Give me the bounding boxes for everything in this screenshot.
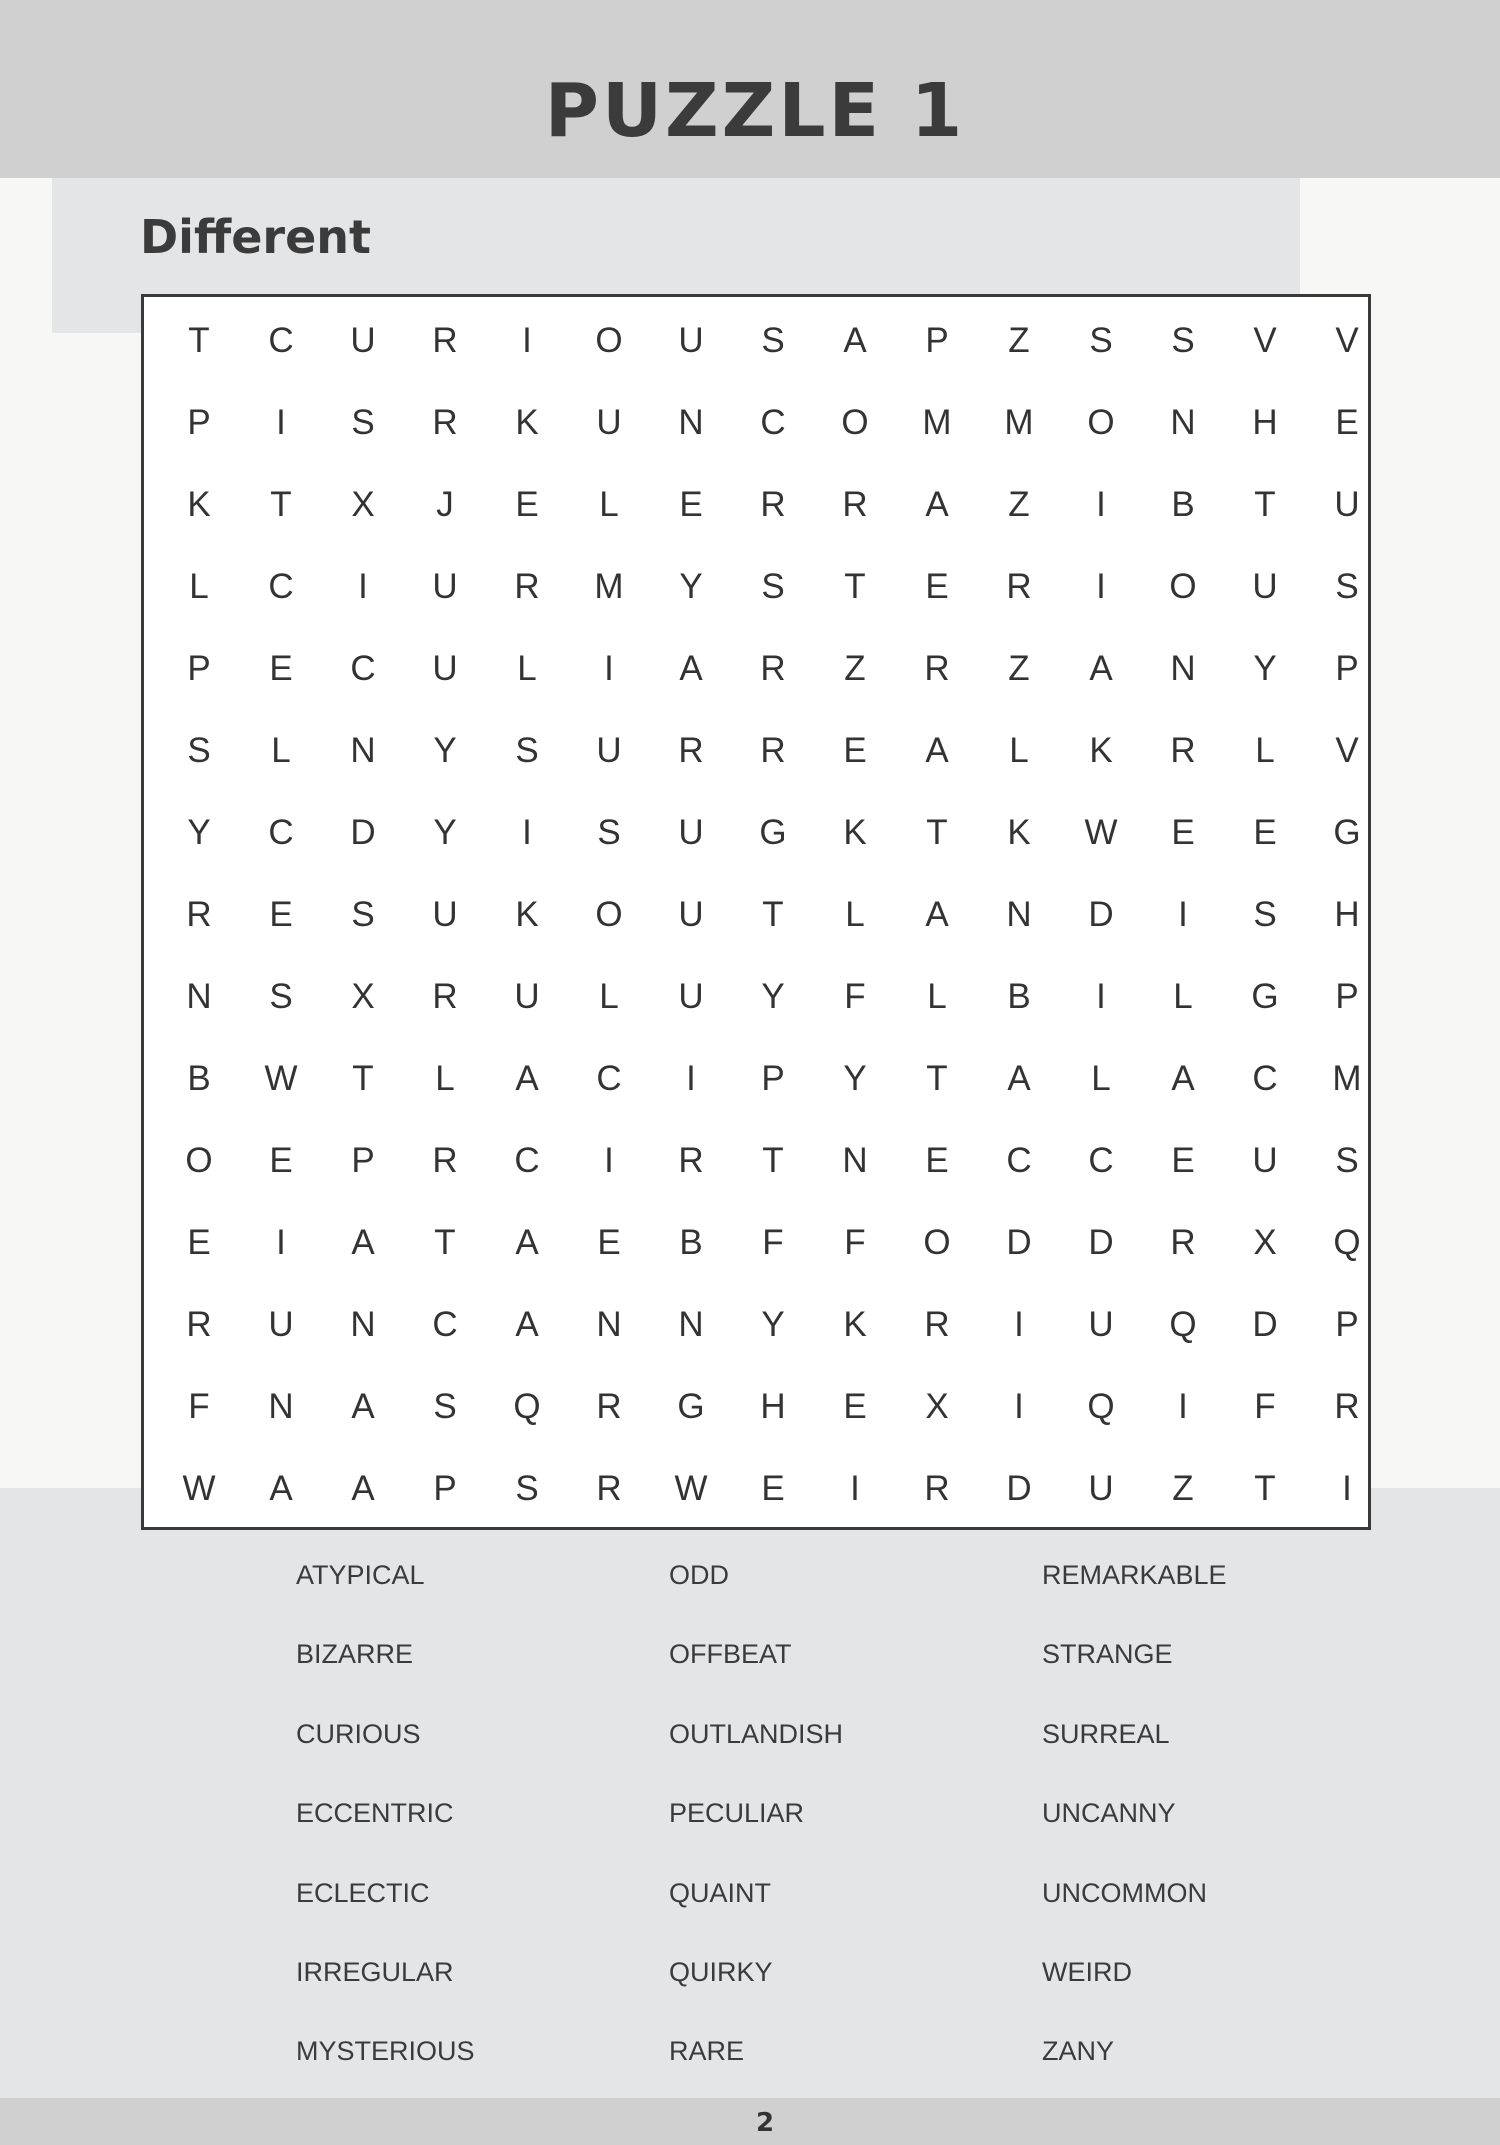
- grid-letter[interactable]: W: [264, 1059, 298, 1098]
- grid-letter[interactable]: Z: [1008, 321, 1030, 360]
- grid-letter[interactable]: A: [925, 731, 949, 770]
- grid-letter[interactable]: E: [679, 485, 703, 524]
- grid-letter[interactable]: R: [678, 1141, 704, 1180]
- grid-letter[interactable]: E: [1171, 813, 1195, 852]
- grid-letter[interactable]: C: [596, 1059, 622, 1098]
- grid-letter[interactable]: T: [1254, 485, 1276, 524]
- grid-letter[interactable]: K: [1007, 813, 1031, 852]
- grid-letter[interactable]: K: [843, 1305, 867, 1344]
- grid-letter[interactable]: A: [515, 1059, 539, 1098]
- grid-letter[interactable]: K: [843, 813, 867, 852]
- grid-letter[interactable]: U: [1252, 1141, 1278, 1180]
- grid-letter[interactable]: P: [1335, 977, 1359, 1016]
- grid-letter[interactable]: I: [1178, 895, 1188, 934]
- grid-letter[interactable]: O: [595, 321, 623, 360]
- grid-letter[interactable]: G: [1333, 813, 1361, 852]
- grid-letter[interactable]: M: [594, 567, 624, 606]
- grid-letter[interactable]: R: [186, 895, 212, 934]
- grid-letter[interactable]: T: [1254, 1469, 1276, 1508]
- page-title: PUZZLE 1: [544, 68, 966, 154]
- grid-letter[interactable]: Z: [844, 649, 866, 688]
- grid-letter[interactable]: Y: [761, 977, 785, 1016]
- grid-letter[interactable]: U: [596, 731, 622, 770]
- grid-letter[interactable]: W: [674, 1469, 708, 1508]
- grid-letter[interactable]: O: [1087, 403, 1115, 442]
- grid-letter[interactable]: M: [1004, 403, 1034, 442]
- grid-letter[interactable]: T: [434, 1223, 456, 1262]
- grid-letter[interactable]: S: [1335, 567, 1359, 606]
- grid-letter[interactable]: B: [187, 1059, 211, 1098]
- grid-letter[interactable]: I: [604, 649, 614, 688]
- grid-letter[interactable]: C: [1252, 1059, 1278, 1098]
- grid-letter[interactable]: Q: [513, 1387, 541, 1426]
- grid-letter[interactable]: F: [1254, 1387, 1276, 1426]
- grid-letter[interactable]: T: [926, 813, 948, 852]
- grid-letter[interactable]: U: [596, 403, 622, 442]
- grid-letter[interactable]: T: [188, 321, 210, 360]
- grid-letter[interactable]: U: [678, 321, 704, 360]
- grid-letter[interactable]: W: [182, 1469, 216, 1508]
- grid-letter[interactable]: E: [925, 1141, 949, 1180]
- grid-letter[interactable]: U: [1252, 567, 1278, 606]
- grid-letter[interactable]: A: [925, 895, 949, 934]
- grid-letter[interactable]: I: [276, 1223, 286, 1262]
- grid-letter[interactable]: O: [185, 1141, 213, 1180]
- grid-letter[interactable]: L: [435, 1059, 455, 1098]
- word-list-item: QUAINT: [669, 1877, 772, 1908]
- grid-letter[interactable]: T: [762, 1141, 784, 1180]
- grid-letter[interactable]: E: [269, 649, 293, 688]
- grid-letter[interactable]: E: [269, 895, 293, 934]
- grid-letter[interactable]: S: [1171, 321, 1195, 360]
- word-list: [296, 1553, 1396, 2109]
- grid-letter[interactable]: S: [187, 731, 211, 770]
- grid-letter[interactable]: D: [1006, 1469, 1032, 1508]
- grid-letter[interactable]: N: [350, 731, 376, 770]
- grid-letter[interactable]: I: [1096, 567, 1106, 606]
- grid-letter[interactable]: F: [188, 1387, 210, 1426]
- grid-letter[interactable]: U: [1334, 485, 1360, 524]
- grid-letter[interactable]: B: [1007, 977, 1031, 1016]
- grid-letter[interactable]: V: [1335, 731, 1359, 770]
- word-list-item: PECULIAR: [669, 1798, 805, 1829]
- grid-letter[interactable]: Y: [843, 1059, 867, 1098]
- grid-letter[interactable]: L: [517, 649, 537, 688]
- grid-letter[interactable]: U: [678, 895, 704, 934]
- grid-letter[interactable]: O: [1169, 567, 1197, 606]
- grid-letter[interactable]: A: [269, 1469, 293, 1508]
- grid-letter[interactable]: E: [843, 731, 867, 770]
- grid-letter[interactable]: T: [762, 895, 784, 934]
- word-list-item: ODD: [669, 1560, 729, 1590]
- grid-letter[interactable]: R: [432, 321, 458, 360]
- grid-letter[interactable]: C: [514, 1141, 540, 1180]
- grid-letter[interactable]: S: [1335, 1141, 1359, 1180]
- grid-letter[interactable]: T: [844, 567, 866, 606]
- grid-letter[interactable]: H: [1334, 895, 1360, 934]
- word-list-item: ECLECTIC: [296, 1877, 430, 1908]
- grid-letter[interactable]: Y: [679, 567, 703, 606]
- grid-letter[interactable]: N: [678, 403, 704, 442]
- grid-letter[interactable]: O: [841, 403, 869, 442]
- grid-letter[interactable]: E: [761, 1469, 785, 1508]
- grid-letter[interactable]: Z: [1008, 485, 1030, 524]
- grid-letter[interactable]: R: [432, 1141, 458, 1180]
- grid-letter[interactable]: E: [925, 567, 949, 606]
- grid-letter[interactable]: L: [1255, 731, 1275, 770]
- grid-letter[interactable]: B: [1171, 485, 1195, 524]
- grid-letter[interactable]: L: [1173, 977, 1193, 1016]
- grid-letter[interactable]: U: [678, 977, 704, 1016]
- grid-letter[interactable]: G: [677, 1387, 705, 1426]
- word-list-item: STRANGE: [1042, 1639, 1173, 1670]
- grid-letter[interactable]: G: [1251, 977, 1279, 1016]
- grid-letter[interactable]: P: [187, 403, 211, 442]
- page-number: 2: [755, 2108, 775, 2138]
- grid-letter[interactable]: Z: [1172, 1469, 1194, 1508]
- grid-letter[interactable]: T: [270, 485, 292, 524]
- grid-letter[interactable]: I: [1014, 1305, 1024, 1344]
- grid-letter[interactable]: O: [595, 895, 623, 934]
- grid-letter[interactable]: A: [925, 485, 949, 524]
- grid-letter[interactable]: N: [842, 1141, 868, 1180]
- grid-letter[interactable]: R: [1170, 1223, 1196, 1262]
- word-list-item: ATYPICAL: [296, 1560, 425, 1590]
- grid-letter[interactable]: N: [678, 1305, 704, 1344]
- grid-letter[interactable]: R: [1334, 1387, 1360, 1426]
- word-list-item: REMARKABLE: [1042, 1560, 1227, 1590]
- word-search-grid: [141, 294, 1371, 1530]
- word-list-item: SURREAL: [1042, 1718, 1170, 1749]
- grid-letter[interactable]: C: [268, 321, 294, 360]
- word-list-item: RARE: [669, 2036, 745, 2067]
- grid-letter[interactable]: I: [604, 1141, 614, 1180]
- word-list-item: OFFBEAT: [669, 1639, 792, 1670]
- grid-letter[interactable]: U: [514, 977, 540, 1016]
- grid-letter[interactable]: A: [1089, 649, 1113, 688]
- grid-letter[interactable]: Y: [433, 731, 457, 770]
- grid-letter[interactable]: H: [760, 1387, 786, 1426]
- grid-letter[interactable]: R: [760, 649, 786, 688]
- grid-letter[interactable]: R: [678, 731, 704, 770]
- grid-letter[interactable]: P: [1335, 1305, 1359, 1344]
- grid-letter[interactable]: S: [351, 403, 375, 442]
- grid-letter[interactable]: E: [1171, 1141, 1195, 1180]
- grid-letter[interactable]: L: [845, 895, 865, 934]
- grid-letter[interactable]: T: [352, 1059, 374, 1098]
- grid-letter[interactable]: C: [760, 403, 786, 442]
- grid-letter[interactable]: I: [1096, 977, 1106, 1016]
- grid-letter[interactable]: C: [1088, 1141, 1114, 1180]
- grid-letter[interactable]: W: [1084, 813, 1118, 852]
- grid-letter[interactable]: A: [679, 649, 703, 688]
- word-list-item: OUTLANDISH: [669, 1718, 844, 1749]
- grid-letter[interactable]: K: [515, 403, 539, 442]
- grid-letter[interactable]: S: [433, 1387, 457, 1426]
- grid-letter[interactable]: U: [432, 895, 458, 934]
- grid-letter[interactable]: R: [1006, 567, 1032, 606]
- grid-letter[interactable]: N: [1170, 403, 1196, 442]
- grid-letter[interactable]: D: [1006, 1223, 1032, 1262]
- grid-letter[interactable]: R: [760, 731, 786, 770]
- grid-letter[interactable]: L: [927, 977, 947, 1016]
- grid-letter[interactable]: A: [515, 1305, 539, 1344]
- grid-letter[interactable]: S: [269, 977, 293, 1016]
- grid-letter[interactable]: D: [1252, 1305, 1278, 1344]
- grid-letter[interactable]: R: [432, 977, 458, 1016]
- grid-letter[interactable]: L: [189, 567, 209, 606]
- grid-letter[interactable]: A: [515, 1223, 539, 1262]
- grid-letter[interactable]: I: [276, 403, 286, 442]
- grid-letter[interactable]: K: [515, 895, 539, 934]
- grid-letter[interactable]: H: [1252, 403, 1278, 442]
- grid-letter[interactable]: V: [1253, 321, 1277, 360]
- grid-letter[interactable]: U: [432, 567, 458, 606]
- grid-letter[interactable]: U: [350, 321, 376, 360]
- grid-letter[interactable]: C: [432, 1305, 458, 1344]
- grid-letter[interactable]: A: [351, 1469, 375, 1508]
- grid-letter[interactable]: K: [187, 485, 211, 524]
- grid-letter[interactable]: U: [678, 813, 704, 852]
- grid-letter[interactable]: I: [1096, 485, 1106, 524]
- grid-letter[interactable]: P: [351, 1141, 375, 1180]
- grid-letter[interactable]: C: [268, 813, 294, 852]
- grid-letter[interactable]: D: [350, 813, 376, 852]
- grid-letter[interactable]: Y: [187, 813, 211, 852]
- grid-letter[interactable]: U: [1088, 1305, 1114, 1344]
- grid-letter[interactable]: I: [522, 813, 532, 852]
- grid-letter[interactable]: R: [924, 1305, 950, 1344]
- grid-letter[interactable]: E: [269, 1141, 293, 1180]
- grid-letter[interactable]: E: [1253, 813, 1277, 852]
- grid-letter[interactable]: Z: [1008, 649, 1030, 688]
- grid-letter[interactable]: U: [1088, 1469, 1114, 1508]
- grid-letter[interactable]: P: [925, 321, 949, 360]
- word-list-item: CURIOUS: [296, 1718, 421, 1749]
- grid-letter[interactable]: T: [926, 1059, 948, 1098]
- grid-letter[interactable]: C: [1006, 1141, 1032, 1180]
- grid-letter[interactable]: A: [351, 1223, 375, 1262]
- word-list-item: WEIRD: [1042, 1956, 1132, 1987]
- grid-letter[interactable]: I: [686, 1059, 696, 1098]
- grid-letter[interactable]: X: [351, 977, 375, 1016]
- grid-letter[interactable]: E: [843, 1387, 867, 1426]
- grid-letter[interactable]: A: [1171, 1059, 1195, 1098]
- grid-letter[interactable]: R: [596, 1469, 622, 1508]
- letter-grid: [144, 297, 1368, 1527]
- grid-letter[interactable]: P: [187, 649, 211, 688]
- grid-letter[interactable]: I: [522, 321, 532, 360]
- word-list-item: UNCANNY: [1042, 1798, 1176, 1829]
- grid-letter[interactable]: A: [351, 1387, 375, 1426]
- grid-letter[interactable]: Q: [1169, 1305, 1197, 1344]
- grid-letter[interactable]: Y: [761, 1305, 785, 1344]
- grid-letter[interactable]: N: [186, 977, 212, 1016]
- word-list-item: QUIRKY: [669, 1956, 773, 1987]
- grid-letter[interactable]: R: [596, 1387, 622, 1426]
- grid-letter[interactable]: O: [923, 1223, 951, 1262]
- grid-letter[interactable]: S: [515, 1469, 539, 1508]
- grid-letter[interactable]: L: [1091, 1059, 1111, 1098]
- grid-letter[interactable]: M: [922, 403, 952, 442]
- grid-letter[interactable]: U: [268, 1305, 294, 1344]
- grid-letter[interactable]: S: [351, 895, 375, 934]
- grid-letter[interactable]: I: [1342, 1469, 1352, 1508]
- grid-letter[interactable]: J: [436, 485, 454, 524]
- grid-letter[interactable]: F: [844, 1223, 866, 1262]
- word-list-item: BIZARRE: [296, 1639, 414, 1670]
- grid-letter[interactable]: C: [350, 649, 376, 688]
- word-list-item: IRREGULAR: [296, 1956, 454, 1987]
- grid-letter[interactable]: Q: [1333, 1223, 1361, 1262]
- grid-letter[interactable]: R: [1170, 731, 1196, 770]
- grid-letter[interactable]: R: [432, 403, 458, 442]
- grid-letter[interactable]: F: [844, 977, 866, 1016]
- grid-letter[interactable]: L: [599, 485, 619, 524]
- grid-letter[interactable]: R: [924, 1469, 950, 1508]
- grid-letter[interactable]: R: [842, 485, 868, 524]
- grid-letter[interactable]: U: [432, 649, 458, 688]
- section-title: Different: [140, 210, 372, 264]
- grid-letter[interactable]: I: [850, 1469, 860, 1508]
- grid-letter[interactable]: S: [761, 321, 785, 360]
- grid-letter[interactable]: I: [1178, 1387, 1188, 1426]
- grid-letter[interactable]: S: [1253, 895, 1277, 934]
- grid-letter[interactable]: I: [1014, 1387, 1024, 1426]
- grid-letter[interactable]: E: [515, 485, 539, 524]
- grid-letter[interactable]: P: [1335, 649, 1359, 688]
- grid-letter[interactable]: N: [268, 1387, 294, 1426]
- grid-letter[interactable]: M: [1332, 1059, 1362, 1098]
- word-list-item: UNCOMMON: [1042, 1877, 1207, 1908]
- grid-letter[interactable]: Q: [1087, 1387, 1115, 1426]
- grid-letter[interactable]: P: [761, 1059, 785, 1098]
- grid-letter[interactable]: A: [1007, 1059, 1031, 1098]
- grid-letter[interactable]: S: [597, 813, 621, 852]
- grid-letter[interactable]: S: [761, 567, 785, 606]
- grid-letter[interactable]: R: [924, 649, 950, 688]
- grid-letter[interactable]: Y: [1253, 649, 1277, 688]
- grid-letter[interactable]: X: [1253, 1223, 1277, 1262]
- grid-letter[interactable]: E: [597, 1223, 621, 1262]
- grid-letter[interactable]: S: [1089, 321, 1113, 360]
- grid-letter[interactable]: D: [1088, 1223, 1114, 1262]
- grid-letter[interactable]: K: [1089, 731, 1113, 770]
- grid-letter[interactable]: G: [759, 813, 787, 852]
- grid-letter[interactable]: R: [186, 1305, 212, 1344]
- grid-letter[interactable]: E: [1335, 403, 1359, 442]
- word-list-item: ZANY: [1042, 2036, 1115, 2067]
- grid-letter[interactable]: S: [515, 731, 539, 770]
- grid-letter[interactable]: N: [350, 1305, 376, 1344]
- word-list-item: MYSTERIOUS: [296, 2036, 475, 2067]
- grid-letter[interactable]: L: [599, 977, 619, 1016]
- word-list-item: ECCENTRIC: [296, 1798, 454, 1829]
- grid-letter[interactable]: D: [1088, 895, 1114, 934]
- grid-letter[interactable]: X: [925, 1387, 949, 1426]
- grid-letter[interactable]: Y: [433, 813, 457, 852]
- grid-letter[interactable]: C: [268, 567, 294, 606]
- grid-letter[interactable]: R: [514, 567, 540, 606]
- grid-letter[interactable]: E: [187, 1223, 211, 1262]
- grid-letter[interactable]: F: [762, 1223, 784, 1262]
- grid-letter[interactable]: R: [760, 485, 786, 524]
- grid-letter[interactable]: I: [358, 567, 368, 606]
- grid-letter[interactable]: A: [843, 321, 867, 360]
- grid-letter[interactable]: L: [1009, 731, 1029, 770]
- grid-letter[interactable]: N: [596, 1305, 622, 1344]
- grid-letter[interactable]: L: [271, 731, 291, 770]
- grid-letter[interactable]: P: [433, 1469, 457, 1508]
- grid-letter[interactable]: X: [351, 485, 375, 524]
- grid-letter[interactable]: N: [1006, 895, 1032, 934]
- grid-letter[interactable]: V: [1335, 321, 1359, 360]
- grid-letter[interactable]: B: [679, 1223, 703, 1262]
- grid-letter[interactable]: N: [1170, 649, 1196, 688]
